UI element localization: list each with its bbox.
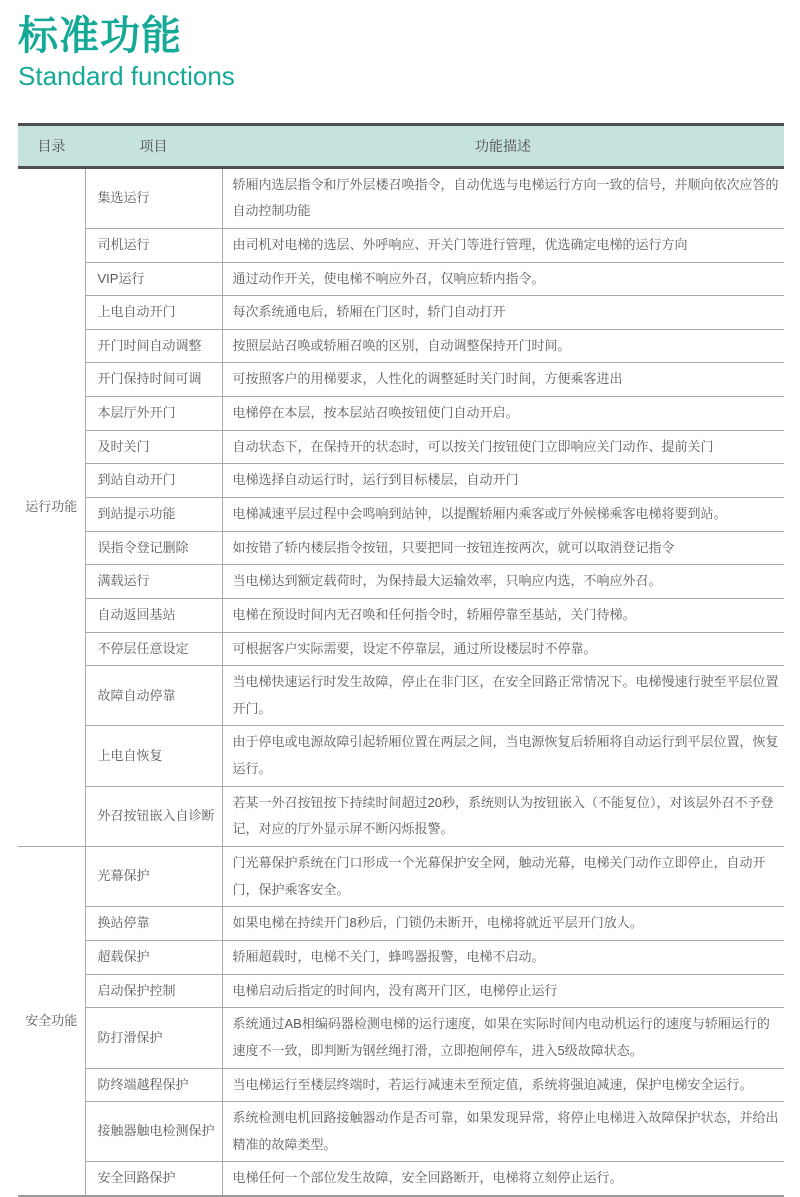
- item-cell: 到站自动开门: [85, 464, 222, 498]
- description-cell: 由于停电或电源故障引起轿厢位置在两层之间，当电源恢复后轿厢将自动运行到平层位置，恢复运行。: [222, 726, 784, 786]
- table-row: [18, 430, 784, 464]
- description-cell: 自动状态下，在保持开的状态时，可以按关门按钮使门立即响应关门动作、提前关门: [222, 430, 784, 464]
- category-cell: 运行功能: [18, 167, 85, 846]
- table-row: [18, 1162, 784, 1196]
- item-cell: 接触器触电检测保护: [85, 1102, 222, 1162]
- item-cell: 及时关门: [85, 430, 222, 464]
- item-cell: 误指令登记删除: [85, 531, 222, 565]
- item-cell: 不停层任意设定: [85, 632, 222, 666]
- description-cell: 当电梯达到额定载荷时，为保持最大运输效率，只响应内选，不响应外召。: [222, 565, 784, 599]
- table-row: [18, 847, 784, 907]
- table-row: [18, 498, 784, 532]
- description-cell: 当电梯快速运行时发生故障，停止在非门区，在安全回路正常情况下。电梯慢速行驶至平层位置开门。: [222, 666, 784, 726]
- item-cell: 自动返回基站: [85, 598, 222, 632]
- item-cell: 司机运行: [85, 228, 222, 262]
- table-row: [18, 598, 784, 632]
- table-row: [18, 666, 784, 726]
- table-header-row: [18, 124, 784, 167]
- table-row: [18, 363, 784, 397]
- table-row: [18, 296, 784, 330]
- item-cell: 安全回路保护: [85, 1162, 222, 1196]
- item-cell: 上电自动开门: [85, 296, 222, 330]
- description-cell: 按照层站召唤或轿厢召唤的区别，自动调整保持开门时间。: [222, 329, 784, 363]
- table-row: [18, 907, 784, 941]
- description-cell: 系统通过AB相编码器检测电梯的运行速度，如果在实际时间内电动机运行的速度与轿厢运行的速度不一致，即判断为钢丝绳打滑，立即抱闸停车，进入5级故障状态。: [222, 1008, 784, 1068]
- page-title: 标准功能: [18, 14, 182, 58]
- item-cell: 故障自动停靠: [85, 666, 222, 726]
- item-cell: 开门保持时间可调: [85, 363, 222, 397]
- category-cell: 安全功能: [18, 847, 85, 1197]
- item-cell: 外召按钮嵌入自诊断: [85, 786, 222, 846]
- item-cell: VIP运行: [85, 262, 222, 296]
- description-cell: 当电梯运行至楼层终端时，若运行减速未至预定值，系统将强迫减速，保护电梯安全运行。: [222, 1068, 784, 1102]
- page-subtitle: Standard functions: [18, 61, 235, 91]
- description-cell: 每次系统通电后，轿厢在门区时，轿门自动打开: [222, 296, 784, 330]
- description-cell: 如果电梯在持续开门8秒后，门锁仍未断开，电梯将就近平层开门放人。: [222, 907, 784, 941]
- description-cell: 电梯停在本层，按本层站召唤按钮使门自动开启。: [222, 397, 784, 431]
- description-cell: 如按错了轿内楼层指令按钮，只要把同一按钮连按两次，就可以取消登记指令: [222, 531, 784, 565]
- description-cell: 电梯任何一个部位发生故障，安全回路断开，电梯将立刻停止运行。: [222, 1162, 784, 1196]
- column-header-description: 功能描述: [222, 124, 784, 167]
- table-row: [18, 1102, 784, 1162]
- table-row: [18, 632, 784, 666]
- description-cell: 电梯在预设时间内无召唤和任何指令时，轿厢停靠至基站，关门待梯。: [222, 598, 784, 632]
- column-header-category: 目录: [18, 124, 85, 167]
- table-row: [18, 167, 784, 228]
- table-row: [18, 974, 784, 1008]
- table-row: [18, 726, 784, 786]
- description-cell: 若某一外召按钮按下持续时间超过20秒，系统则认为按钮嵌入（不能复位），对该层外召不予登记，对应的厅外显示屏不断闪烁报警。: [222, 786, 784, 846]
- item-cell: 防打滑保护: [85, 1008, 222, 1068]
- description-cell: 电梯启动后指定的时间内，没有离开门区，电梯停止运行: [222, 974, 784, 1008]
- item-cell: 启动保护控制: [85, 974, 222, 1008]
- table-row: [18, 786, 784, 846]
- table-row: [18, 329, 784, 363]
- description-cell: 电梯减速平层过程中会鸣响到站钟，以提醒轿厢内乘客或厅外候梯乘客电梯将要到站。: [222, 498, 784, 532]
- description-cell: 可按照客户的用梯要求，人性化的调整延时关门时间，方便乘客进出: [222, 363, 784, 397]
- item-cell: 本层厅外开门: [85, 397, 222, 431]
- item-cell: 防终端越程保护: [85, 1068, 222, 1102]
- description-cell: 系统检测电机回路接触器动作是否可靠，如果发现异常，将停止电梯进入故障保护状态，并给出精准的故障类型。: [222, 1102, 784, 1162]
- item-cell: 集选运行: [85, 167, 222, 228]
- description-cell: 轿厢超载时，电梯不关门，蜂鸣器报警，电梯不启动。: [222, 940, 784, 974]
- table-row: [18, 940, 784, 974]
- table-row: [18, 397, 784, 431]
- description-cell: 电梯选择自动运行时，运行到目标楼层，自动开门: [222, 464, 784, 498]
- description-cell: 可根据客户实际需要，设定不停靠层，通过所设楼层时不停靠。: [222, 632, 784, 666]
- table-row: [18, 531, 784, 565]
- item-cell: 开门时间自动调整: [85, 329, 222, 363]
- table-row: [18, 228, 784, 262]
- column-header-item: 项目: [85, 124, 222, 167]
- item-cell: 超载保护: [85, 940, 222, 974]
- description-cell: 通过动作开关，使电梯不响应外召，仅响应轿内指令。: [222, 262, 784, 296]
- item-cell: 换站停靠: [85, 907, 222, 941]
- table-row: [18, 262, 784, 296]
- table-row: [18, 565, 784, 599]
- item-cell: 满载运行: [85, 565, 222, 599]
- description-cell: 门光幕保护系统在门口形成一个光幕保护安全网，触动光幕，电梯关门动作立即停止，自动开门，保护乘客安全。: [222, 847, 784, 907]
- table-row: [18, 464, 784, 498]
- description-cell: 轿厢内选层指令和厅外层楼召唤指令，自动优选与电梯运行方向一致的信号，并顺向依次应答的自动控制功能: [222, 167, 784, 228]
- description-cell: 由司机对电梯的选层、外呼响应、开关门等进行管理，优选确定电梯的运行方向: [222, 228, 784, 262]
- item-cell: 光幕保护: [85, 847, 222, 907]
- table-body: [18, 167, 784, 1196]
- item-cell: 到站提示功能: [85, 498, 222, 532]
- item-cell: 上电自恢复: [85, 726, 222, 786]
- table-row: [18, 1068, 784, 1102]
- standard-functions-table: [18, 123, 784, 1197]
